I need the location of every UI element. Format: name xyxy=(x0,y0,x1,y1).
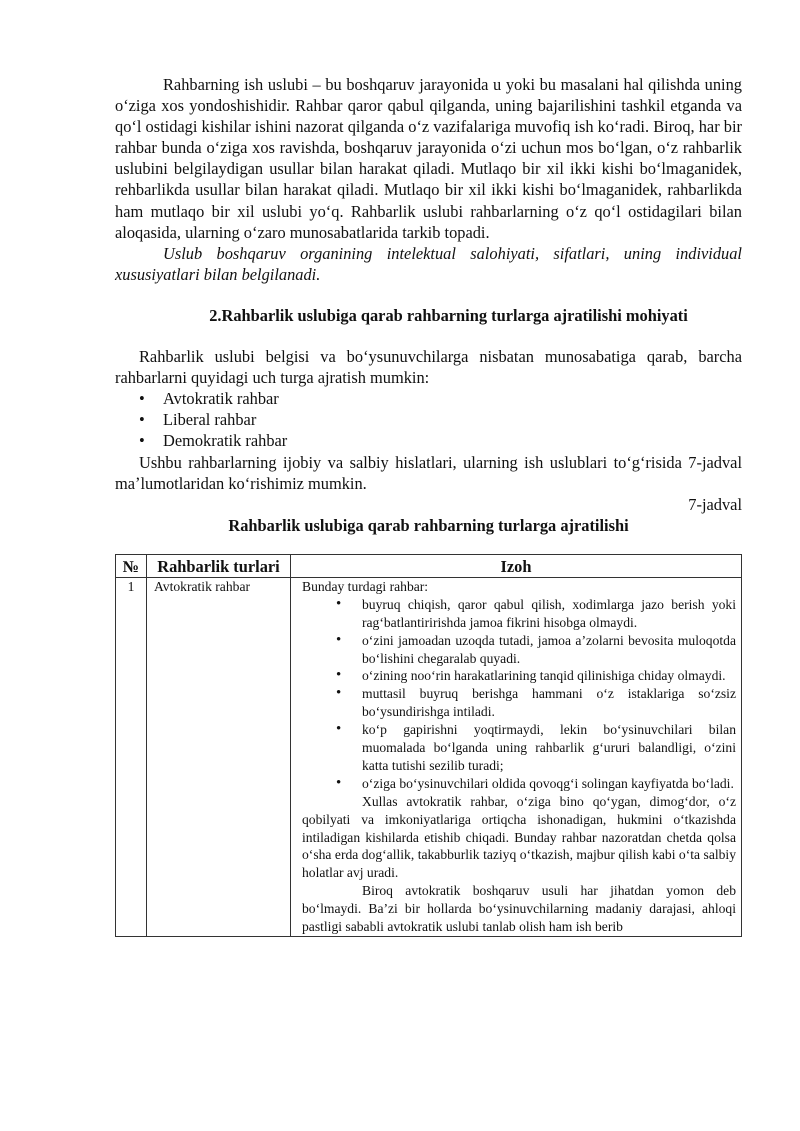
table-title: Rahbarlik uslubiga qarab rahbarning turlarga ajratilishi xyxy=(228,515,629,535)
row-note-paragraph: Xullas avtokratik rahbar, oʻziga bino qoʻygan, dimogʻdor, oʻz qobilyati va imkoniyatlariga ortiqcha ishonadigan, hukmini oʻtkazishda intiladigan kishilarda etishib chiqadi. Bunday rahbar nazoratdan chetda qolsa oʻsha erda dogʻallik, takabburlik taziyq oʻtkazish, majbur qilish kabi oʻta salbiy holatlar avj uradi. xyxy=(302,793,736,881)
list-item: • oʻziga boʻysinuvchilari oldida qovoqgʻi solingan kayfiyatda boʻladi. xyxy=(336,775,736,793)
header-type: Rahbarlik turlari xyxy=(147,554,291,577)
section-paragraph: Rahbarlik uslubi belgisi va boʻysunuvchilarga nisbatan munosabatiga qarab, barcha rahbarlarni quyidagi uch turga ajratish mumkin: xyxy=(115,347,742,388)
row-note-bullets xyxy=(302,596,736,793)
row-num: 1 xyxy=(116,577,147,936)
list-item: • oʻzining nooʻrin harakatlarining tanqid qilinishiga chiday olmaydi. xyxy=(336,667,736,685)
list-item: • Demokratik rahbar xyxy=(139,430,742,451)
list-item: • koʻp gapirishni yoqtirmaydi, lekin boʻysinuvchilari bilan muomalada boʻlganda uning rahbarlik gʻururi balandligi, oʻzini katta tutishi sezilib turadi; xyxy=(336,721,736,775)
row-note-lead: Bunday turdagi rahbar: xyxy=(302,578,429,594)
intro-paragraph: Rahbarning ish uslubi – bu boshqaruv jarayonida u yoki bu masalani hal qilishda uning oʻziga xos yondoshishidir. Rahbar qaror qabul qilganda, uning bajarilishini tashkil etganda va qoʻl ostidagi kishilar ishini nazorat qilganda oʻz vazifalariga muvofiq ish koʻradi. Biroq, har bir rahbar bunda oʻziga xos ravishda, boshqaruv jarayonida oʻzi uchun mos boʻlgan, oʻz rahbarlik uslubini belgilaydigan usullar bilan harakat qiladi. Mutlaqo bir xil ikki kishi boʻlmaganidek, rehbarlikda usullar bilan harakat qiladi. Mutlaqo bir xil ikki kishi boʻlmaganidek, rahbarlikda ham mutlaqo bir xil uslubi yoʻq. Rahbarlik uslubi rahbarlarning oʻz qoʻl ostidagilari bilan aloqasida, ularning oʻzaro munosabatlarida tarkib topadi. xyxy=(115,75,742,242)
list-item: • muttasil buyruq berishga hammani oʻz istaklariga soʻzsiz boʻysundirishga intiladi. xyxy=(336,685,736,721)
table-row xyxy=(116,577,742,936)
header-num: № xyxy=(116,554,147,577)
table-header-row xyxy=(116,554,742,577)
intro-italic-paragraph: Uslub boshqaruv organining intelektual salohiyati, sifatlari, uning individual xususiyatlari bilan belgilanadi. xyxy=(115,243,742,284)
row-note-paragraph: Biroq avtokratik boshqaruv usuli har jihatdan yomon deb boʻlmaydi. Baʼzi bir hollarda boʻysinuvchilarning madaniy darajasi, ahloqi pastligi sababli avtokratik uslubi tanlab olish ham ish berib xyxy=(302,883,736,935)
section-closing-paragraph: Ushbu rahbarlarning ijobiy va salbiy hislatlari, ularning ish uslublari toʻgʻrisida 7-jadval maʼlumotlaridan koʻrishimiz mumkin. xyxy=(115,452,742,493)
document-page xyxy=(115,74,742,937)
row-type: Avtokratik rahbar xyxy=(147,577,291,936)
list-item: • Liberal rahbar xyxy=(139,409,742,430)
leader-types-list xyxy=(115,388,742,451)
list-item: • oʻzini jamoadan uzoqda tutadi, jamoa aʼzolarni bevosita muloqotda boʻlishini chegaralab quyadi. xyxy=(336,632,736,668)
list-item: • buyruq chiqish, qaror qabul qilish, xodimlarga jazo berish yoki ragʻbatlantiririshda jamoa fikrini hisobga olmaydi. xyxy=(336,596,736,632)
section-heading: 2.Rahbarlik uslubiga qarab rahbarning turlarga ajratilishi mohiyati xyxy=(209,305,688,325)
list-item: • Avtokratik rahbar xyxy=(139,388,742,409)
header-note: Izoh xyxy=(291,554,742,577)
row-note xyxy=(291,577,742,936)
table-label: 7-jadval xyxy=(688,494,742,514)
leadership-table xyxy=(115,554,742,937)
